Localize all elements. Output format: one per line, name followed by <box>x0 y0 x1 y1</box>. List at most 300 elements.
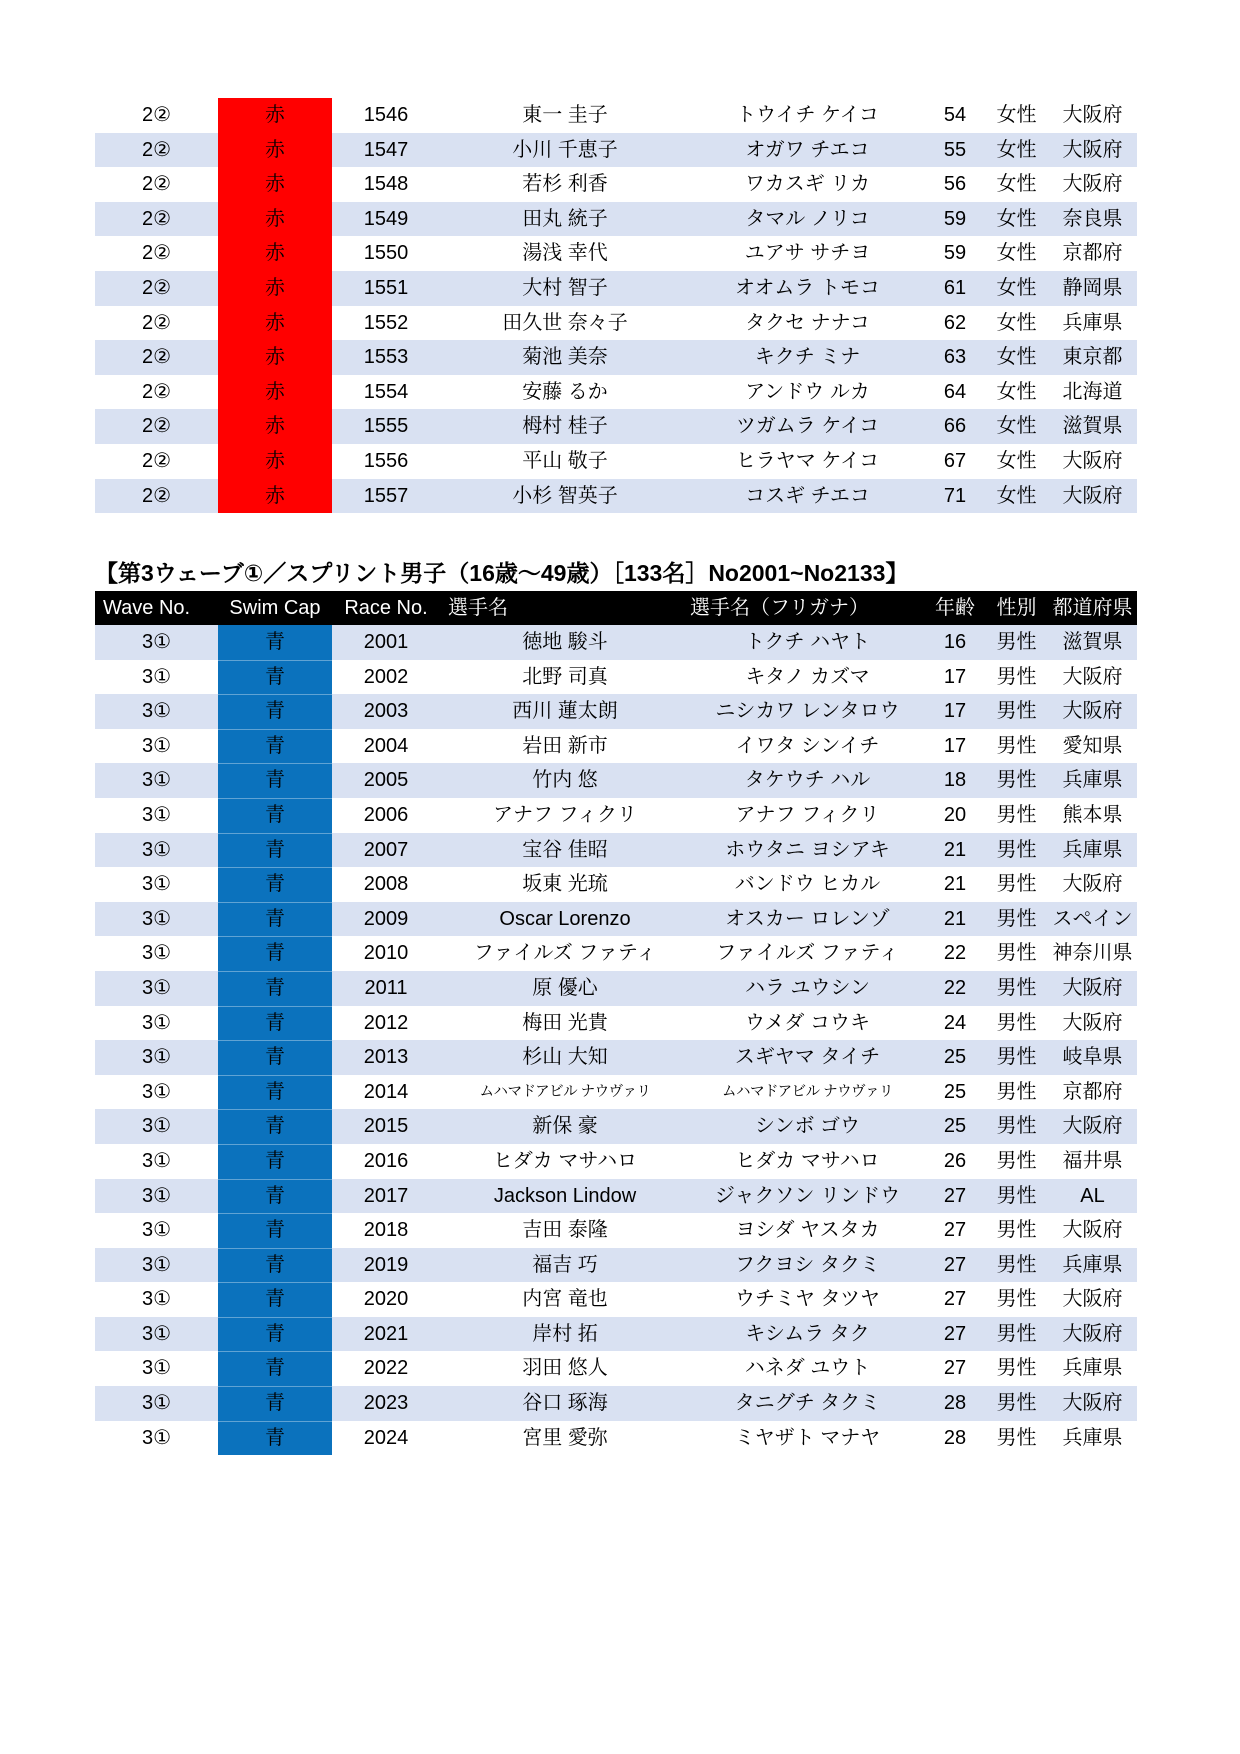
athlete-name-cell: アナフ フィクリ <box>493 803 637 826</box>
race-number-cell: 2022 <box>363 1357 409 1380</box>
swim-cap-cell: 青 <box>218 936 332 971</box>
swim-cap-cell: 赤 <box>218 236 332 271</box>
prefecture-cell: 静岡県 <box>1062 276 1123 299</box>
athlete-kana-cell: ジャクソン リンドウ <box>714 1184 901 1207</box>
gender-cell: 女性 <box>996 449 1037 472</box>
gender-cell: 男性 <box>996 734 1037 757</box>
athlete-name-cell: 小川 千恵子 <box>512 138 618 161</box>
swim-cap-cell: 青 <box>218 763 332 798</box>
wave-number-cell: 3① <box>141 1011 172 1034</box>
header-swim-cap: Swim Cap <box>229 597 321 619</box>
swim-cap-cell: 赤 <box>218 306 332 341</box>
athlete-name-cell: 湯浅 幸代 <box>522 242 608 265</box>
wave-number-cell: 3① <box>141 803 172 826</box>
swim-cap-cell: 青 <box>218 1179 332 1214</box>
wave-number-cell: 3① <box>141 1149 172 1172</box>
wave-number-cell: 2② <box>141 311 172 334</box>
athlete-row <box>95 202 1137 237</box>
athlete-name-cell: 北野 司真 <box>522 665 608 688</box>
race-number-cell: 2003 <box>363 700 409 723</box>
age-cell: 26 <box>943 1149 967 1172</box>
header-race-no: Race No. <box>344 597 428 619</box>
athlete-name-cell: 菊池 美奈 <box>522 346 608 369</box>
swim-cap-cell: 赤 <box>218 167 332 202</box>
wave-number-cell: 3① <box>141 1322 172 1345</box>
gender-cell: 男性 <box>996 942 1037 965</box>
wave-number-cell: 2② <box>141 173 172 196</box>
athlete-row <box>95 1386 1137 1421</box>
swim-cap-cell: 青 <box>218 798 332 833</box>
athlete-kana-cell: タクセ ナナコ <box>745 311 870 334</box>
athlete-name-cell: 谷口 琢海 <box>522 1392 608 1415</box>
race-number-cell: 1549 <box>363 207 409 230</box>
athlete-name-cell: 坂東 光琉 <box>522 873 608 896</box>
prefecture-cell: 大阪府 <box>1062 700 1123 723</box>
athlete-row <box>95 1144 1137 1179</box>
athlete-kana-cell: キクチ ミナ <box>754 346 861 369</box>
gender-cell: 男性 <box>996 1426 1037 1449</box>
race-number-cell: 2002 <box>363 665 409 688</box>
prefecture-cell: 岐阜県 <box>1062 1046 1123 1069</box>
athlete-row <box>95 409 1137 444</box>
prefecture-cell: 兵庫県 <box>1062 311 1123 334</box>
age-cell: 25 <box>943 1046 967 1069</box>
prefecture-cell: 京都府 <box>1062 1080 1123 1103</box>
athlete-kana-cell: ニシカワ レンタロウ <box>715 700 900 723</box>
athlete-name-cell: 徳地 駿斗 <box>522 631 608 653</box>
gender-cell: 男性 <box>996 1392 1037 1415</box>
athlete-kana-cell: ハネダ ユウト <box>744 1357 871 1380</box>
athlete-row <box>95 1351 1137 1386</box>
race-number-cell: 1550 <box>363 242 409 265</box>
prefecture-cell: 大阪府 <box>1062 1288 1123 1311</box>
race-number-cell: 2013 <box>363 1046 409 1069</box>
athlete-kana-cell: ウメダ コウキ <box>745 1011 870 1034</box>
swim-cap-cell: 赤 <box>218 133 332 168</box>
race-number-cell: 1552 <box>363 311 409 334</box>
prefecture-cell: 大阪府 <box>1062 1322 1123 1345</box>
age-cell: 17 <box>943 700 967 723</box>
swim-cap-cell: 青 <box>218 1109 332 1144</box>
gender-cell: 男性 <box>996 838 1037 861</box>
race-number-cell: 2024 <box>363 1426 409 1449</box>
wave-number-cell: 3① <box>141 700 172 723</box>
gender-cell: 男性 <box>996 665 1037 688</box>
athlete-row <box>95 1213 1137 1248</box>
athlete-name-cell: 杉山 大知 <box>522 1046 608 1069</box>
prefecture-cell: 大阪府 <box>1062 1392 1123 1415</box>
gender-cell: 女性 <box>996 380 1037 403</box>
athlete-kana-cell: タマル ノリコ <box>745 207 870 230</box>
prefecture-cell: 兵庫県 <box>1062 1357 1123 1380</box>
athlete-row <box>95 271 1137 306</box>
swim-cap-cell: 赤 <box>218 375 332 410</box>
wave3-table-header <box>95 591 1137 625</box>
athlete-name-cell: 西川 蓮太朗 <box>512 700 618 723</box>
swim-cap-cell: 赤 <box>218 271 332 306</box>
gender-cell: 男性 <box>996 700 1037 723</box>
athlete-row <box>95 694 1137 729</box>
athlete-kana-cell: タケウチ ハル <box>744 769 871 792</box>
gender-cell: 女性 <box>996 173 1037 196</box>
age-cell: 27 <box>943 1253 967 1276</box>
wave-number-cell: 3① <box>141 1392 172 1415</box>
race-number-cell: 2017 <box>363 1184 409 1207</box>
athlete-row <box>95 1040 1137 1075</box>
athlete-kana-cell: ヒラヤマ ケイコ <box>735 449 880 472</box>
swim-cap-cell: 青 <box>218 971 332 1006</box>
prefecture-cell: 兵庫県 <box>1062 769 1123 792</box>
athlete-row <box>95 625 1137 660</box>
wave-number-cell: 3① <box>141 1253 172 1276</box>
gender-cell: 男性 <box>996 1219 1037 1242</box>
swim-cap-cell: 赤 <box>218 444 332 479</box>
age-cell: 55 <box>943 138 967 161</box>
athlete-name-cell: 竹内 悠 <box>532 769 598 792</box>
gender-cell: 男性 <box>996 1080 1037 1103</box>
age-cell: 18 <box>943 769 967 792</box>
race-number-cell: 2010 <box>363 942 409 965</box>
header-name: 選手名 <box>448 597 508 619</box>
gender-cell: 女性 <box>996 207 1037 230</box>
prefecture-cell: 兵庫県 <box>1062 1426 1123 1449</box>
athlete-row <box>95 1006 1137 1041</box>
athlete-row <box>95 1317 1137 1352</box>
athlete-kana-cell: フクヨシ タクミ <box>735 1253 880 1276</box>
gender-cell: 男性 <box>996 1184 1037 1207</box>
race-number-cell: 2016 <box>363 1149 409 1172</box>
race-number-cell: 2020 <box>363 1288 409 1311</box>
athlete-name-cell: 田丸 統子 <box>522 207 608 230</box>
athlete-row <box>95 833 1137 868</box>
age-cell: 66 <box>943 415 967 438</box>
gender-cell: 女性 <box>996 346 1037 369</box>
prefecture-cell: 福井県 <box>1062 1149 1123 1172</box>
athlete-name-cell: 内宮 竜也 <box>522 1288 608 1311</box>
age-cell: 27 <box>943 1322 967 1345</box>
athlete-name-cell: 若杉 利香 <box>522 173 608 196</box>
athlete-row <box>95 133 1137 168</box>
gender-cell: 男性 <box>996 1322 1037 1345</box>
wave-number-cell: 2② <box>141 346 172 369</box>
age-cell: 25 <box>943 1115 967 1138</box>
age-cell: 16 <box>943 631 967 653</box>
athlete-row <box>95 444 1137 479</box>
race-number-cell: 2006 <box>363 803 409 826</box>
swim-cap-cell: 青 <box>218 660 332 695</box>
race-number-cell: 1557 <box>363 484 409 507</box>
athlete-row <box>95 375 1137 410</box>
swim-cap-cell: 赤 <box>218 202 332 237</box>
race-number-cell: 1548 <box>363 173 409 196</box>
athlete-kana-cell: コスギ チエコ <box>745 484 870 507</box>
athlete-name-cell: ヒダカ マサハロ <box>492 1149 638 1172</box>
wave-number-cell: 3① <box>141 1115 172 1138</box>
prefecture-cell: 滋賀県 <box>1062 631 1123 653</box>
age-cell: 59 <box>943 242 967 265</box>
age-cell: 22 <box>943 976 967 999</box>
prefecture-cell: 兵庫県 <box>1062 1253 1123 1276</box>
gender-cell: 男性 <box>996 803 1037 826</box>
swim-cap-cell: 青 <box>218 833 332 868</box>
athlete-name-cell: 東一 圭子 <box>522 104 608 126</box>
race-number-cell: 2004 <box>363 734 409 757</box>
prefecture-cell: 兵庫県 <box>1062 838 1123 861</box>
age-cell: 54 <box>943 104 967 126</box>
athlete-row <box>95 1421 1137 1456</box>
race-number-cell: 1555 <box>363 415 409 438</box>
prefecture-cell: 大阪府 <box>1062 1219 1123 1242</box>
athlete-row <box>95 98 1137 133</box>
age-cell: 21 <box>943 873 967 896</box>
wave-number-cell: 2② <box>141 449 172 472</box>
age-cell: 63 <box>943 346 967 369</box>
swim-cap-cell: 赤 <box>218 479 332 514</box>
prefecture-cell: 大阪府 <box>1062 173 1123 196</box>
athlete-kana-cell: ヨシダ ヤスタカ <box>735 1219 880 1242</box>
age-cell: 27 <box>943 1219 967 1242</box>
athlete-kana-cell: イワタ シンイチ <box>735 734 880 757</box>
wave-number-cell: 3① <box>141 838 172 861</box>
race-number-cell: 2012 <box>363 1011 409 1034</box>
race-number-cell: 1547 <box>363 138 409 161</box>
age-cell: 71 <box>943 484 967 507</box>
gender-cell: 男性 <box>996 1357 1037 1380</box>
athlete-kana-cell: ミヤザト マナヤ <box>734 1426 881 1449</box>
athlete-kana-cell: ムハマドアビル ナウヴァリ <box>722 1083 893 1100</box>
athlete-row <box>95 798 1137 833</box>
prefecture-cell: 大阪府 <box>1062 104 1123 126</box>
athlete-name-cell: 吉田 泰隆 <box>522 1219 608 1242</box>
age-cell: 20 <box>943 803 967 826</box>
race-number-cell: 1546 <box>363 104 409 126</box>
prefecture-cell: 大阪府 <box>1062 484 1123 507</box>
athlete-row <box>95 729 1137 764</box>
athlete-row <box>95 660 1137 695</box>
header-furigana: 選手名（フリガナ） <box>690 597 869 619</box>
swim-cap-cell: 青 <box>218 1213 332 1248</box>
wave-number-cell: 3① <box>141 873 172 896</box>
wave2-entry-table <box>95 98 1137 513</box>
athlete-kana-cell: オスカー ロレンゾ <box>725 907 890 930</box>
prefecture-cell: 大阪府 <box>1062 1115 1123 1138</box>
race-number-cell: 2015 <box>363 1115 409 1138</box>
prefecture-cell: 大阪府 <box>1062 873 1123 896</box>
age-cell: 17 <box>943 665 967 688</box>
wave-number-cell: 2② <box>141 415 172 438</box>
age-cell: 22 <box>943 942 967 965</box>
athlete-kana-cell: タニグチ タクミ <box>734 1392 881 1415</box>
wave-number-cell: 3① <box>141 1288 172 1311</box>
athlete-kana-cell: アンドウ ルカ <box>745 380 870 403</box>
wave-number-cell: 3① <box>141 976 172 999</box>
athlete-row <box>95 763 1137 798</box>
race-number-cell: 2011 <box>364 976 408 999</box>
wave-number-cell: 2② <box>141 380 172 403</box>
athlete-name-cell: 宮里 愛弥 <box>522 1426 608 1449</box>
wave-number-cell: 3① <box>141 665 172 688</box>
header-age: 年齢 <box>935 597 975 619</box>
swim-cap-cell: 青 <box>218 1006 332 1041</box>
athlete-row <box>95 867 1137 902</box>
athlete-kana-cell: アナフ フィクリ <box>735 803 880 826</box>
gender-cell: 男性 <box>996 907 1037 930</box>
gender-cell: 男性 <box>996 1011 1037 1034</box>
athlete-kana-cell: オガワ チエコ <box>745 138 870 161</box>
athlete-name-cell: 福吉 巧 <box>532 1253 598 1276</box>
athlete-kana-cell: ヒダカ マサハロ <box>735 1149 880 1172</box>
gender-cell: 女性 <box>996 484 1037 507</box>
swim-cap-cell: 青 <box>218 1421 332 1456</box>
wave-number-cell: 3① <box>141 907 172 930</box>
athlete-name-cell: Jackson Lindow <box>493 1184 637 1207</box>
athlete-name-cell: 羽田 悠人 <box>522 1357 608 1380</box>
swim-cap-cell: 青 <box>218 1351 332 1386</box>
wave-number-cell: 2② <box>141 242 172 265</box>
age-cell: 21 <box>943 907 967 930</box>
prefecture-cell: スペイン <box>1052 907 1133 930</box>
gender-cell: 女性 <box>996 138 1037 161</box>
age-cell: 25 <box>943 1080 967 1103</box>
wave-number-cell: 3① <box>141 1080 172 1103</box>
prefecture-cell: 神奈川県 <box>1052 942 1133 965</box>
swim-cap-cell: 青 <box>218 625 332 660</box>
athlete-name-cell: Oscar Lorenzo <box>499 907 631 930</box>
athlete-kana-cell: スギヤマ タイチ <box>734 1046 881 1069</box>
athlete-row <box>95 902 1137 937</box>
athlete-name-cell: 梅田 光貴 <box>522 1011 608 1034</box>
swim-cap-cell: 青 <box>218 1282 332 1317</box>
race-number-cell: 2021 <box>363 1322 409 1345</box>
race-number-cell: 1553 <box>363 346 409 369</box>
race-number-cell: 2018 <box>363 1219 409 1242</box>
prefecture-cell: 北海道 <box>1062 380 1123 403</box>
wave-number-cell: 2② <box>141 104 172 126</box>
wave-number-cell: 2② <box>141 276 172 299</box>
gender-cell: 男性 <box>996 1149 1037 1172</box>
gender-cell: 女性 <box>996 311 1037 334</box>
header-gender: 性別 <box>996 597 1037 619</box>
athlete-name-cell: 安藤 るか <box>522 380 608 403</box>
gender-cell: 男性 <box>996 1253 1037 1276</box>
prefecture-cell: 大阪府 <box>1062 976 1123 999</box>
age-cell: 61 <box>943 276 967 299</box>
swim-cap-cell: 青 <box>218 1075 332 1110</box>
athlete-row <box>95 236 1137 271</box>
header-wave-no: Wave No. <box>103 597 191 619</box>
swim-cap-cell: 青 <box>218 1317 332 1352</box>
athlete-row <box>95 1282 1137 1317</box>
athlete-row <box>95 1109 1137 1144</box>
athlete-row <box>95 306 1137 341</box>
athlete-kana-cell: ユアサ サチヨ <box>744 242 871 265</box>
athlete-kana-cell: オオムラ トモコ <box>735 276 880 299</box>
athlete-kana-cell: ウチミヤ タツヤ <box>735 1288 880 1311</box>
athlete-name-cell: 大村 智子 <box>522 276 608 299</box>
athlete-name-cell: 平山 敬子 <box>522 449 608 472</box>
athlete-kana-cell: ファイルズ ファティ <box>716 942 899 965</box>
athlete-name-cell: 新保 豪 <box>532 1115 598 1138</box>
age-cell: 62 <box>943 311 967 334</box>
swim-cap-cell: 赤 <box>218 98 332 133</box>
age-cell: 59 <box>943 207 967 230</box>
gender-cell: 女性 <box>996 415 1037 438</box>
age-cell: 28 <box>943 1426 967 1449</box>
gender-cell: 男性 <box>996 1046 1037 1069</box>
athlete-kana-cell: キタノ カズマ <box>745 665 870 688</box>
wave-number-cell: 3① <box>141 1357 172 1380</box>
athlete-row <box>95 167 1137 202</box>
age-cell: 67 <box>943 449 967 472</box>
swim-cap-cell: 青 <box>218 1386 332 1421</box>
athlete-kana-cell: ワカスギ リカ <box>744 173 871 196</box>
prefecture-cell: 京都府 <box>1062 242 1123 265</box>
gender-cell: 男性 <box>996 1115 1037 1138</box>
wave-number-cell: 3① <box>141 734 172 757</box>
wave-number-cell: 3① <box>141 1184 172 1207</box>
athlete-name-cell: 小杉 智英子 <box>512 484 618 507</box>
athlete-kana-cell: ツガムラ ケイコ <box>735 415 880 438</box>
race-number-cell: 2023 <box>363 1392 409 1415</box>
athlete-name-cell: ファイルズ ファティ <box>473 942 657 965</box>
race-number-cell: 1556 <box>363 449 409 472</box>
gender-cell: 女性 <box>996 242 1037 265</box>
athlete-name-cell: 岩田 新市 <box>522 734 608 757</box>
prefecture-cell: 東京都 <box>1062 346 1123 369</box>
gender-cell: 女性 <box>996 276 1037 299</box>
prefecture-cell: 大阪府 <box>1062 665 1123 688</box>
gender-cell: 男性 <box>996 769 1037 792</box>
wave-number-cell: 3① <box>141 942 172 965</box>
swim-cap-cell: 青 <box>218 1040 332 1075</box>
age-cell: 27 <box>943 1184 967 1207</box>
prefecture-cell: AL <box>1080 1184 1105 1207</box>
wave-number-cell: 3① <box>141 769 172 792</box>
header-prefecture: 都道府県 <box>1052 597 1133 619</box>
athlete-kana-cell: シンボ ゴウ <box>754 1115 861 1138</box>
prefecture-cell: 大阪府 <box>1062 138 1123 161</box>
athlete-name-cell: ムハマドアビル ナウヴァリ <box>479 1083 651 1100</box>
age-cell: 56 <box>943 173 967 196</box>
swim-cap-cell: 青 <box>218 1144 332 1179</box>
athlete-name-cell: 岸村 拓 <box>532 1322 598 1345</box>
gender-cell: 男性 <box>996 1288 1037 1311</box>
swim-cap-cell: 青 <box>218 867 332 902</box>
wave-number-cell: 2② <box>141 484 172 507</box>
prefecture-cell: 大阪府 <box>1062 449 1123 472</box>
race-number-cell: 2001 <box>363 631 409 653</box>
race-number-cell: 2009 <box>363 907 409 930</box>
age-cell: 24 <box>943 1011 967 1034</box>
swim-cap-cell: 青 <box>218 902 332 937</box>
wave-number-cell: 2② <box>141 207 172 230</box>
prefecture-cell: 滋賀県 <box>1062 415 1123 438</box>
age-cell: 27 <box>943 1357 967 1380</box>
athlete-kana-cell: バンドウ ヒカル <box>734 873 881 896</box>
prefecture-cell: 愛知県 <box>1062 734 1123 757</box>
athlete-name-cell: 田久世 奈々子 <box>502 311 628 334</box>
wave-number-cell: 2② <box>141 138 172 161</box>
athlete-name-cell: 宝谷 佳昭 <box>522 838 608 861</box>
athlete-kana-cell: キシムラ タク <box>745 1322 870 1345</box>
athlete-row <box>95 479 1137 514</box>
gender-cell: 女性 <box>996 104 1037 126</box>
athlete-kana-cell: ハラ ユウシン <box>744 976 871 999</box>
age-cell: 27 <box>943 1288 967 1311</box>
age-cell: 21 <box>943 838 967 861</box>
swim-cap-cell: 赤 <box>218 409 332 444</box>
prefecture-cell: 大阪府 <box>1062 1011 1123 1034</box>
